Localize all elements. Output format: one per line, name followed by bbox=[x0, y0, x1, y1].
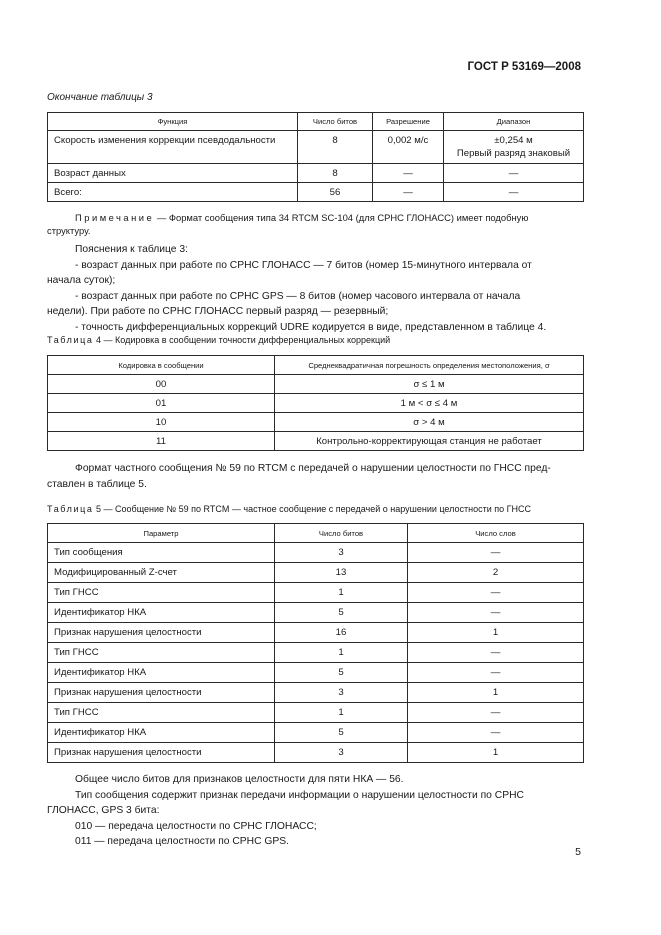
table5-cell-words: 1 bbox=[408, 743, 584, 763]
explanations bbox=[47, 242, 584, 335]
table5-cell-words: — bbox=[408, 643, 584, 663]
table5-cell-bits: 3 bbox=[275, 683, 408, 703]
table5-cell-words: 1 bbox=[408, 623, 584, 643]
table5-cell-param: Признак нарушения целостности bbox=[48, 623, 275, 643]
table-row bbox=[48, 743, 584, 763]
code-011-line: 011 — передача целостности по СРНС GPS. bbox=[75, 836, 290, 847]
table-row bbox=[48, 375, 584, 394]
table5-cell-words: 2 bbox=[408, 563, 584, 583]
table3-cell-range bbox=[444, 131, 584, 164]
note-paragraph bbox=[47, 211, 584, 237]
table4-cell-value: Контрольно-корректирующая станция не работает bbox=[275, 432, 584, 451]
table-row bbox=[48, 703, 584, 723]
table3-cell-bits: 8 bbox=[298, 131, 373, 164]
table4-cell-code: 10 bbox=[48, 413, 275, 432]
table5-cell-bits: 5 bbox=[275, 723, 408, 743]
table5-header-param: Параметр bbox=[48, 524, 275, 543]
table5-cell-param: Признак нарушения целостности bbox=[48, 743, 275, 763]
table-row bbox=[48, 623, 584, 643]
table-row bbox=[48, 663, 584, 683]
table5-cell-param: Тип ГНСС bbox=[48, 643, 275, 663]
table4-caption-label: Таблица bbox=[47, 335, 94, 345]
table3-header-function: Функция bbox=[48, 113, 298, 131]
table5-cell-param: Тип ГНСС bbox=[48, 703, 275, 723]
table-row bbox=[48, 183, 584, 202]
table5-cell-param: Тип ГНСС bbox=[48, 583, 275, 603]
table4-cell-value: 1 м < σ ≤ 4 м bbox=[275, 394, 584, 413]
table5-cell-words: 1 bbox=[408, 683, 584, 703]
table5-cell-param: Идентификатор НКА bbox=[48, 723, 275, 743]
table5-cell-bits: 1 bbox=[275, 703, 408, 723]
table3-cell-resolution: — bbox=[373, 164, 444, 183]
table5-cell-bits: 1 bbox=[275, 583, 408, 603]
note-text: — Формат сообщения типа 34 RTCM SC-104 (для СРНС ГЛОНАСС) имеет подобную bbox=[154, 212, 529, 223]
table5-cell-bits: 3 bbox=[275, 743, 408, 763]
table4-header-error: Среднеквадратичная погрешность определения местоположения, σ bbox=[275, 356, 584, 375]
table5-header-words: Число слов bbox=[408, 524, 584, 543]
table4-cell-code: 00 bbox=[48, 375, 275, 394]
table5-cell-bits: 13 bbox=[275, 563, 408, 583]
table5-cell-param: Идентификатор НКА bbox=[48, 603, 275, 623]
table4-caption-number: 4 bbox=[96, 335, 102, 345]
table3-cell-function: Возраст данных bbox=[48, 164, 298, 183]
table3-header-bits: Число битов bbox=[298, 113, 373, 131]
explanation-item-cont: недели). При работе по СРНС ГЛОНАСС первый разряд — резервный; bbox=[47, 306, 389, 317]
table5-cell-words: — bbox=[408, 603, 584, 623]
table5-caption bbox=[47, 504, 531, 514]
table4-header-code: Кодировка в сообщении bbox=[48, 356, 275, 375]
format-paragraph bbox=[47, 461, 584, 492]
table-row bbox=[48, 563, 584, 583]
table5-cell-param: Признак нарушения целостности bbox=[48, 683, 275, 703]
document-header: ГОСТ Р 53169—2008 bbox=[467, 61, 581, 73]
range-note: Первый разряд знаковый bbox=[456, 148, 571, 159]
message-type-line-cont: ГЛОНАСС, GPS 3 бита: bbox=[47, 805, 160, 816]
note-label: Примечание bbox=[75, 212, 155, 223]
table5-cell-param: Тип сообщения bbox=[48, 543, 275, 563]
table5-cell-words: — bbox=[408, 703, 584, 723]
table4-cell-value: σ ≤ 1 м bbox=[275, 375, 584, 394]
closing-text bbox=[47, 772, 584, 850]
explanations-intro: Пояснения к таблице 3: bbox=[75, 244, 188, 255]
table-row bbox=[48, 543, 584, 563]
explanation-item-cont: начала суток); bbox=[47, 275, 116, 286]
total-bits-line: Общее число битов для признаков целостности для пяти НКА — 56. bbox=[75, 774, 404, 785]
table3-caption: Окончание таблицы 3 bbox=[47, 92, 153, 103]
table3-cell-bits: 56 bbox=[298, 183, 373, 202]
note-text-cont: структуру. bbox=[47, 225, 91, 236]
table4-caption-text: — Кодировка в сообщении точности дифференциальных коррекций bbox=[101, 335, 391, 345]
table5 bbox=[47, 523, 584, 763]
table3-cell-resolution: 0,002 м/с bbox=[373, 131, 444, 164]
table4-cell-value: σ > 4 м bbox=[275, 413, 584, 432]
table3-cell-resolution: — bbox=[373, 183, 444, 202]
table3 bbox=[47, 112, 584, 202]
table-row bbox=[48, 603, 584, 623]
table-row bbox=[48, 723, 584, 743]
table5-cell-param: Модифицированный Z-счет bbox=[48, 563, 275, 583]
table3-cell-range: — bbox=[444, 164, 584, 183]
table-row bbox=[48, 164, 584, 183]
table5-cell-bits: 3 bbox=[275, 543, 408, 563]
table5-caption-label: Таблица bbox=[47, 504, 94, 514]
table-row bbox=[48, 432, 584, 451]
code-010-line: 010 — передача целостности по СРНС ГЛОНАСС; bbox=[75, 820, 317, 832]
table5-cell-bits: 16 bbox=[275, 623, 408, 643]
table-row bbox=[48, 583, 584, 603]
table3-header-resolution: Разрешение bbox=[373, 113, 444, 131]
table-row bbox=[48, 643, 584, 663]
table4 bbox=[47, 355, 584, 451]
table5-cell-bits: 5 bbox=[275, 663, 408, 683]
explanation-item: - возраст данных при работе по СРНС ГЛОНАСС — 7 битов (номер 15-минутного интервала от bbox=[75, 259, 532, 271]
table4-caption bbox=[47, 335, 390, 345]
table3-cell-range: — bbox=[444, 183, 584, 202]
table-row bbox=[48, 683, 584, 703]
range-value: ±0,254 м bbox=[494, 135, 533, 146]
format-line-cont: ставлен в таблице 5. bbox=[47, 478, 147, 490]
table5-cell-bits: 1 bbox=[275, 643, 408, 663]
table3-header-range: Диапазон bbox=[444, 113, 584, 131]
table5-cell-words: — bbox=[408, 663, 584, 683]
table-row bbox=[48, 394, 584, 413]
explanation-item: - точность дифференциальных коррекций UDRE кодируется в виде, представленном в таблице 4. bbox=[75, 321, 547, 333]
table5-caption-text: — Сообщение № 59 по RTCM — частное сообщение с передачей о нарушении целостности по ГНСС bbox=[101, 504, 531, 514]
table5-caption-number: 5 bbox=[96, 504, 102, 514]
table5-cell-words: — bbox=[408, 723, 584, 743]
table3-cell-bits: 8 bbox=[298, 164, 373, 183]
table-row bbox=[48, 131, 584, 164]
table-row bbox=[48, 413, 584, 432]
table3-cell-function: Скорость изменения коррекции псевдодальности bbox=[48, 131, 298, 164]
page-number: 5 bbox=[575, 846, 581, 858]
table4-cell-code: 01 bbox=[48, 394, 275, 413]
message-type-line: Тип сообщения содержит признак передачи информации о нарушении целостности по СРНС bbox=[75, 789, 524, 801]
table5-header-bits: Число битов bbox=[275, 524, 408, 543]
table3-cell-function: Всего: bbox=[48, 183, 298, 202]
explanation-item: - возраст данных при работе по СРНС GPS — 8 битов (номер часового интервала от начала bbox=[75, 290, 521, 302]
table5-cell-words: — bbox=[408, 543, 584, 563]
table5-cell-words: — bbox=[408, 583, 584, 603]
table4-cell-code: 11 bbox=[48, 432, 275, 451]
table5-cell-bits: 5 bbox=[275, 603, 408, 623]
format-line: Формат частного сообщения № 59 по RTCM с передачей о нарушении целостности по ГНСС пред- bbox=[75, 463, 551, 474]
table5-cell-param: Идентификатор НКА bbox=[48, 663, 275, 683]
